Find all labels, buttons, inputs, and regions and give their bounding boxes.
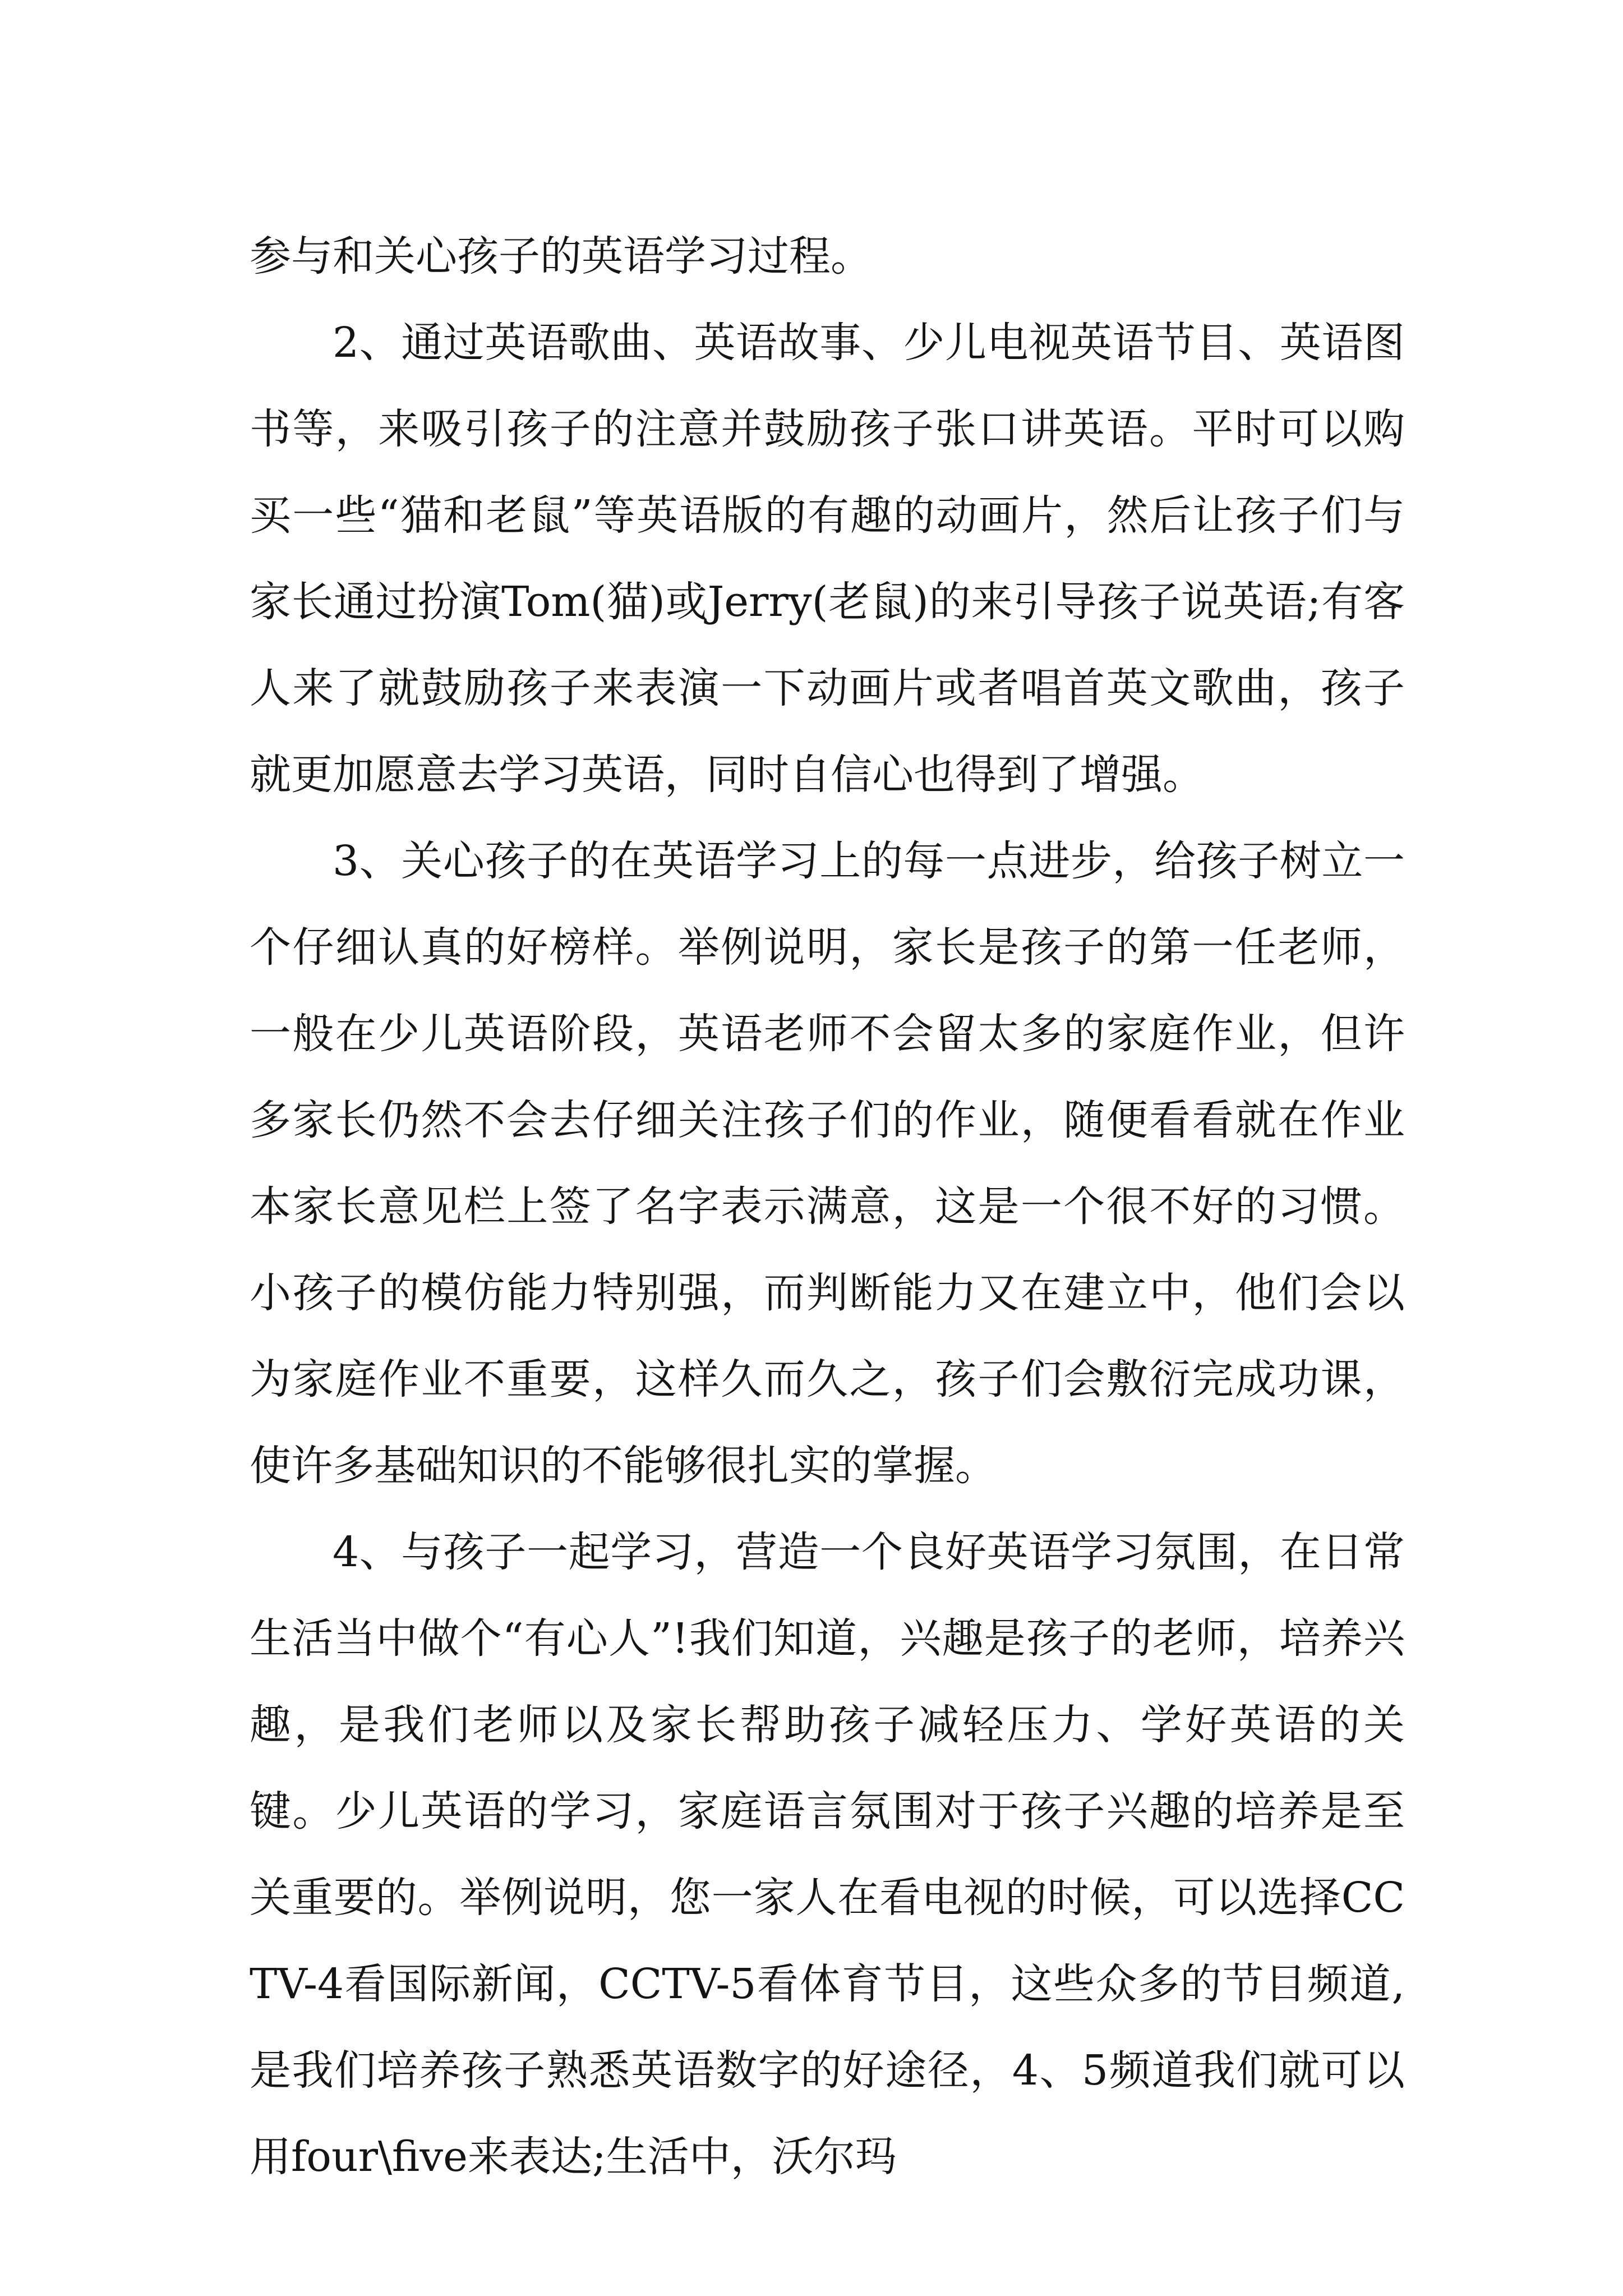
body-text bbox=[250, 213, 1405, 2200]
paragraph-3: 3、关心孩子的在英语学习上的每一点进步，给孩子树立一个仔细认真的好榜样。举例说明，家长是孩子的第一任老师，一般在少儿英语阶段，英语老师不会留太多的家庭作业，但许多家长仍然不会去仔细关注孩子们的作业，随便看看就在作业本家长意见栏上签了名字表示满意，这是一个很不好的习惯。小孩子的模仿能力特别强，而判断能力又在建立中，他们会以为家庭作业不重要，这样久而久之，孩子们会敷衍完成功课，使许多基础知识的不能够很扎实的掌握。 bbox=[250, 837, 1405, 1490]
paragraph-continuation: 参与和关心孩子的英语学习过程。 bbox=[250, 232, 872, 280]
paragraph-4: 4、与孩子一起学习，营造一个良好英语学习氛围，在日常生活当中做个“有心人”!我们知道，兴趣是孩子的老师，培养兴趣，是我们老师以及家长帮助孩子减轻压力、学好英语的关键。少儿英语的学习，家庭语言氛围对于孩子兴趣的培养是至关重要的。举例说明，您一家人在看电视的时候，可以选择CCTV-4看国际新闻，CCTV-5看体育节目，这些众多的节目频道,是我们培养孩子熟悉英语数字的好途径，4、5频道我们就可以用four\five来表达;生活中，沃尔玛 bbox=[250, 1528, 1405, 2181]
paragraph-2: 2、通过英语歌曲、英语故事、少儿电视英语节目、英语图书等，来吸引孩子的注意并鼓励孩子张口讲英语。平时可以购买一些“猫和老鼠”等英语版的有趣的动画片，然后让孩子们与家长通过扮演Tom(猫)或Jerry(老鼠)的来引导孩子说英语;有客人来了就鼓励孩子来表演一下动画片或者唱首英文歌曲，孩子就更加愿意去学习英语，同时自信心也得到了增强。 bbox=[250, 319, 1405, 799]
